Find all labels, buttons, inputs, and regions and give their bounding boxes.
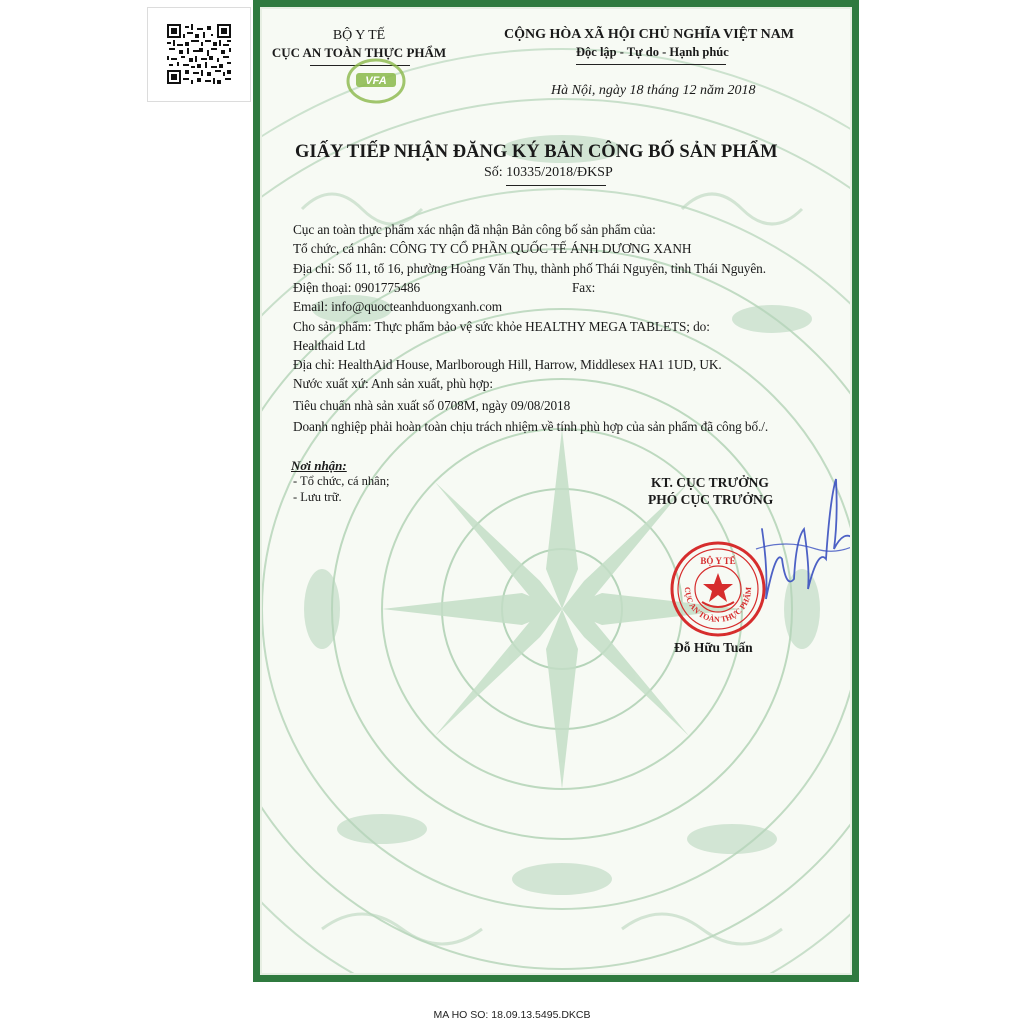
- vfa-logo: [342, 57, 410, 105]
- recipients-heading: Nơi nhận:: [291, 458, 347, 473]
- svg-text:BỘ Y TẾ: BỘ Y TẾ: [700, 556, 736, 566]
- organization-line: Tổ chức, cá nhân: CÔNG TY CỔ PHẦN QUỐC TẾ ÁNH DƯƠNG XANH: [293, 241, 692, 256]
- responsibility-line: Doanh nghiệp phải hoàn toàn chịu trách nhiệm về tính phù hợp của sản phẩm đã công bố./.: [293, 419, 769, 434]
- email-line: Email: info@quocteanhduongxanh.com: [293, 299, 502, 314]
- standard-line: Tiêu chuẩn nhà sản xuất số 0708M, ngày 09/08/2018: [293, 398, 571, 413]
- certificate-content: [262, 9, 850, 973]
- manufacturer-address: Địa chỉ: HealthAid House, Marlborough Hill, Harrow, Middlesex HA1 1UD, UK.: [293, 357, 722, 372]
- signer-role-deputy: KT. CỤC TRƯỞNG: [651, 475, 769, 490]
- title-rule: [506, 185, 606, 186]
- registration-number: Số: 10335/2018/ĐKSP: [484, 165, 613, 180]
- document-title: GIẤY TIẾP NHẬN ĐĂNG KÝ BẢN CÔNG BỐ SẢN PHẨM: [295, 142, 778, 162]
- place-and-date: Hà Nội, ngày 18 tháng 12 năm 2018: [551, 83, 756, 98]
- manufacturer-name: Healthaid Ltd: [293, 338, 366, 353]
- qr-code-card: [147, 7, 251, 102]
- recipient-item: - Tổ chức, cá nhân;: [293, 474, 390, 488]
- header-right-rule: [576, 64, 726, 65]
- agency-name: CỤC AN TOÀN THỰC PHẨM: [271, 45, 447, 60]
- certificate-frame: [253, 0, 859, 982]
- signer-name: Đỗ Hữu Tuấn: [674, 640, 753, 655]
- svg-text:CỤC AN TOÀN THỰC PHẨM: CỤC AN TOÀN THỰC PHẨM: [682, 586, 754, 625]
- national-motto: Độc lập - Tự do - Hạnh phúc: [576, 45, 729, 59]
- handwritten-signature: [754, 469, 852, 609]
- dossier-code: MA HO SO: 18.09.13.5495.DKCB: [433, 1009, 591, 1021]
- official-seal: [669, 540, 767, 638]
- qr-code-icon: [167, 24, 231, 84]
- svg-text:VFA: VFA: [365, 75, 387, 87]
- origin-line: Nước xuất xứ: Anh sản xuất, phù hợp:: [293, 376, 493, 391]
- body-intro: Cục an toàn thực phẩm xác nhận đã nhận Bản công bố sản phẩm của:: [293, 222, 656, 237]
- certificate-paper: [260, 7, 852, 975]
- fax-line: Fax:: [572, 280, 596, 295]
- nation-name: CỘNG HÒA XÃ HỘI CHỦ NGHĨA VIỆT NAM: [504, 27, 795, 42]
- organization-address: Địa chỉ: Số 11, tổ 16, phường Hoàng Văn Thụ, thành phố Thái Nguyên, tỉnh Thái Nguyên.: [293, 261, 766, 276]
- phone-line: Điện thoại: 0901775486: [293, 280, 421, 295]
- ministry-name: BỘ Y TẾ: [332, 28, 386, 43]
- signer-role-title: PHÓ CỤC TRƯỞNG: [648, 492, 774, 507]
- product-line: Cho sản phẩm: Thực phẩm bảo vệ sức khỏe HEALTHY MEGA TABLETS; do:: [293, 319, 710, 334]
- recipient-item: - Lưu trữ.: [293, 490, 342, 504]
